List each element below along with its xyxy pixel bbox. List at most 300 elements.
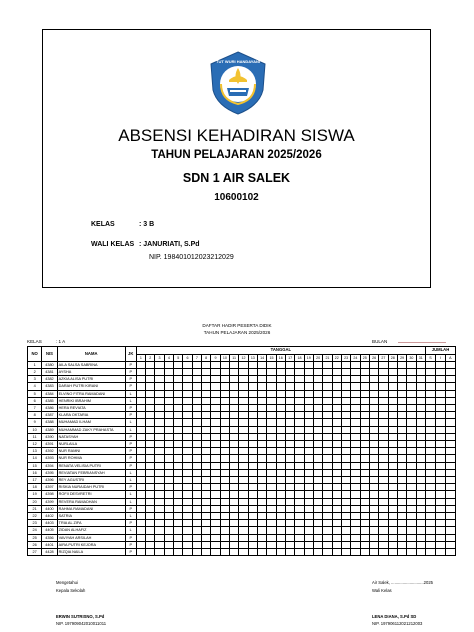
attendance-cell — [174, 419, 183, 426]
attendance-cell — [220, 368, 229, 375]
attendance-cell — [388, 433, 397, 440]
attendance-cell — [267, 376, 276, 383]
attendance-cell — [202, 404, 211, 411]
attendance-cell — [248, 404, 257, 411]
attendance-cell — [285, 390, 294, 397]
attendance-cell — [341, 548, 350, 555]
attendance-cell — [164, 419, 173, 426]
student-no: 2 — [28, 368, 42, 375]
attendance-cell — [202, 505, 211, 512]
attendance-cell — [183, 397, 192, 404]
attendance-cell — [220, 548, 229, 555]
attendance-cell — [295, 361, 304, 368]
attendance-cell — [379, 397, 388, 404]
attendance-cell — [267, 383, 276, 390]
attendance-cell — [341, 448, 350, 455]
attendance-cell — [379, 376, 388, 383]
attendance-cell — [304, 448, 313, 455]
attendance-cell — [155, 484, 164, 491]
attendance-cell — [341, 376, 350, 383]
tut-wuri-handayani-logo — [207, 50, 269, 116]
attendance-cell — [313, 476, 322, 483]
attendance-cell — [379, 383, 388, 390]
attendance-cell — [220, 484, 229, 491]
attendance-cell — [295, 548, 304, 555]
attendance-cell — [407, 368, 416, 375]
sheet-title: DAFTAR HADIR PESERTA DIDIK — [202, 323, 272, 328]
attendance-cell — [220, 476, 229, 483]
attendance-cell — [295, 527, 304, 534]
attendance-cell — [341, 476, 350, 483]
attendance-cell — [407, 419, 416, 426]
total-cell — [426, 368, 436, 375]
attendance-cell — [192, 541, 201, 548]
attendance-cell — [313, 484, 322, 491]
attendance-cell — [416, 440, 425, 447]
attendance-cell — [351, 491, 360, 498]
attendance-cell — [313, 491, 322, 498]
attendance-cell — [388, 534, 397, 541]
attendance-cell — [220, 541, 229, 548]
attendance-cell — [397, 361, 406, 368]
attendance-cell — [285, 361, 294, 368]
total-cell — [426, 491, 436, 498]
attendance-cell — [211, 520, 220, 527]
attendance-cell — [407, 527, 416, 534]
attendance-cell — [360, 455, 369, 462]
attendance-cell — [202, 527, 211, 534]
attendance-cell — [332, 383, 341, 390]
student-name: AIRA PUTRI KEJORA — [57, 541, 125, 548]
attendance-cell — [202, 383, 211, 390]
attendance-cell — [267, 440, 276, 447]
attendance-cell — [360, 412, 369, 419]
attendance-cell — [369, 404, 378, 411]
total-cell — [435, 498, 445, 505]
attendance-cell — [397, 412, 406, 419]
attendance-cell — [192, 368, 201, 375]
attendance-cell — [211, 448, 220, 455]
attendance-cell — [267, 484, 276, 491]
attendance-cell — [183, 520, 192, 527]
day-header: 2 — [146, 354, 155, 361]
attendance-cell — [351, 505, 360, 512]
attendance-cell — [304, 412, 313, 419]
day-header: 12 — [239, 354, 248, 361]
attendance-cell — [239, 397, 248, 404]
attendance-cell — [155, 541, 164, 548]
student-jk: L — [125, 426, 136, 433]
attendance-cell — [267, 433, 276, 440]
attendance-cell — [239, 484, 248, 491]
student-jk: P — [125, 455, 136, 462]
total-cell — [435, 397, 445, 404]
day-header: 7 — [192, 354, 201, 361]
attendance-cell — [323, 541, 332, 548]
attendance-cell — [257, 440, 266, 447]
attendance-cell — [183, 376, 192, 383]
student-name: SATRIA — [57, 512, 125, 519]
student-nis: 4395 — [42, 469, 57, 476]
attendance-cell — [285, 484, 294, 491]
table-row — [28, 361, 456, 368]
attendance-cell — [323, 520, 332, 527]
attendance-cell — [416, 433, 425, 440]
attendance-cell — [304, 440, 313, 447]
attendance-cell — [164, 440, 173, 447]
attendance-cell — [295, 440, 304, 447]
attendance-cell — [407, 534, 416, 541]
attendance-cell — [407, 491, 416, 498]
attendance-cell — [267, 397, 276, 404]
student-nis: 4428 — [42, 548, 57, 555]
attendance-cell — [313, 376, 322, 383]
cover-kelas-value: : 3 B — [139, 221, 155, 228]
attendance-cell — [407, 520, 416, 527]
attendance-cell — [332, 376, 341, 383]
attendance-cell — [341, 455, 350, 462]
student-jk: L — [125, 498, 136, 505]
attendance-cell — [369, 455, 378, 462]
attendance-cell — [304, 520, 313, 527]
attendance-cell — [351, 534, 360, 541]
attendance-cell — [379, 448, 388, 455]
student-jk: L — [125, 397, 136, 404]
attendance-cell — [267, 476, 276, 483]
total-cell — [426, 419, 436, 426]
attendance-cell — [202, 469, 211, 476]
student-jk: P — [125, 440, 136, 447]
attendance-cell — [174, 397, 183, 404]
attendance-cell — [248, 462, 257, 469]
attendance-cell — [230, 476, 239, 483]
attendance-cell — [323, 426, 332, 433]
attendance-cell — [313, 534, 322, 541]
attendance-cell — [211, 462, 220, 469]
total-cell — [426, 476, 436, 483]
attendance-cell — [183, 498, 192, 505]
attendance-cell — [136, 498, 145, 505]
attendance-cell — [211, 361, 220, 368]
day-header: 20 — [313, 354, 322, 361]
attendance-cell — [230, 548, 239, 555]
attendance-cell — [202, 534, 211, 541]
attendance-cell — [332, 548, 341, 555]
total-cell — [426, 448, 436, 455]
attendance-cell — [239, 491, 248, 498]
attendance-cell — [211, 368, 220, 375]
attendance-cell — [211, 527, 220, 534]
attendance-cell — [388, 361, 397, 368]
attendance-cell — [155, 397, 164, 404]
attendance-cell — [397, 462, 406, 469]
attendance-cell — [276, 512, 285, 519]
attendance-table — [27, 346, 456, 556]
attendance-cell — [323, 440, 332, 447]
attendance-cell — [164, 484, 173, 491]
attendance-cell — [267, 469, 276, 476]
student-no: 16 — [28, 469, 42, 476]
attendance-cell — [397, 469, 406, 476]
attendance-cell — [276, 404, 285, 411]
attendance-cell — [230, 440, 239, 447]
attendance-cell — [164, 541, 173, 548]
attendance-cell — [220, 455, 229, 462]
attendance-cell — [192, 440, 201, 447]
total-cell — [435, 469, 445, 476]
attendance-cell — [136, 462, 145, 469]
attendance-cell — [332, 534, 341, 541]
total-cell — [426, 376, 436, 383]
attendance-cell — [341, 419, 350, 426]
day-header: 8 — [202, 354, 211, 361]
attendance-cell — [267, 412, 276, 419]
attendance-cell — [313, 440, 322, 447]
attendance-cell — [220, 491, 229, 498]
attendance-cell — [360, 376, 369, 383]
attendance-cell — [313, 469, 322, 476]
attendance-cell — [341, 383, 350, 390]
attendance-cell — [146, 412, 155, 419]
student-jk: P — [125, 433, 136, 440]
attendance-cell — [341, 520, 350, 527]
attendance-cell — [416, 498, 425, 505]
attendance-cell — [239, 433, 248, 440]
total-cell — [435, 455, 445, 462]
attendance-cell — [332, 426, 341, 433]
day-header: 17 — [285, 354, 294, 361]
student-name: AZKIA ALISA PUTRI — [57, 376, 125, 383]
attendance-cell — [136, 469, 145, 476]
student-no: 11 — [28, 433, 42, 440]
table-row — [28, 498, 456, 505]
attendance-cell — [369, 361, 378, 368]
attendance-cell — [257, 426, 266, 433]
attendance-cell — [239, 476, 248, 483]
attendance-cell — [388, 469, 397, 476]
attendance-cell — [183, 534, 192, 541]
attendance-cell — [192, 484, 201, 491]
attendance-cell — [136, 527, 145, 534]
attendance-cell — [192, 412, 201, 419]
attendance-cell — [388, 397, 397, 404]
student-no: 7 — [28, 404, 42, 411]
student-nis: 4382 — [42, 376, 57, 383]
attendance-cell — [136, 368, 145, 375]
student-nis: 4397 — [42, 484, 57, 491]
attendance-cell — [192, 476, 201, 483]
attendance-cell — [379, 404, 388, 411]
attendance-cell — [174, 512, 183, 519]
student-no: 13 — [28, 448, 42, 455]
attendance-cell — [341, 426, 350, 433]
day-header: 19 — [304, 354, 313, 361]
total-cell — [435, 527, 445, 534]
student-jk: P — [125, 412, 136, 419]
attendance-cell — [146, 512, 155, 519]
attendance-cell — [257, 548, 266, 555]
attendance-cell — [388, 376, 397, 383]
student-jk: P — [125, 361, 136, 368]
col-header-tanggal: TANGGAL — [136, 347, 425, 355]
attendance-cell — [276, 426, 285, 433]
attendance-cell — [220, 361, 229, 368]
attendance-cell — [416, 397, 425, 404]
attendance-cell — [397, 512, 406, 519]
attendance-cell — [323, 455, 332, 462]
total-cell — [435, 433, 445, 440]
attendance-cell — [416, 469, 425, 476]
attendance-cell — [332, 462, 341, 469]
attendance-cell — [369, 448, 378, 455]
attendance-cell — [202, 390, 211, 397]
attendance-cell — [164, 383, 173, 390]
attendance-cell — [295, 390, 304, 397]
attendance-cell — [164, 512, 173, 519]
attendance-cell — [239, 462, 248, 469]
table-row — [28, 534, 456, 541]
table-row — [28, 505, 456, 512]
attendance-cell — [276, 484, 285, 491]
attendance-cell — [183, 404, 192, 411]
table-row — [28, 368, 456, 375]
total-cell — [426, 390, 436, 397]
attendance-cell — [313, 520, 322, 527]
attendance-cell — [220, 498, 229, 505]
attendance-cell — [192, 426, 201, 433]
attendance-cell — [257, 527, 266, 534]
attendance-cell — [230, 412, 239, 419]
day-header: 29 — [397, 354, 406, 361]
total-cell — [435, 412, 445, 419]
attendance-cell — [304, 404, 313, 411]
attendance-cell — [164, 520, 173, 527]
attendance-cell — [155, 498, 164, 505]
attendance-cell — [360, 491, 369, 498]
attendance-cell — [230, 527, 239, 534]
attendance-cell — [351, 361, 360, 368]
attendance-cell — [192, 397, 201, 404]
attendance-cell — [397, 433, 406, 440]
attendance-cell — [313, 498, 322, 505]
attendance-cell — [407, 383, 416, 390]
day-header: 3 — [155, 354, 164, 361]
sig-left-line2: Kepala Sekolah — [56, 588, 86, 593]
attendance-cell — [183, 548, 192, 555]
attendance-cell — [220, 419, 229, 426]
attendance-cell — [351, 426, 360, 433]
day-header: 24 — [351, 354, 360, 361]
attendance-cell — [295, 476, 304, 483]
attendance-cell — [332, 527, 341, 534]
attendance-cell — [164, 368, 173, 375]
attendance-cell — [239, 455, 248, 462]
sig-right-line2: Wali Kelas — [372, 588, 392, 593]
attendance-cell — [257, 520, 266, 527]
student-jk: P — [125, 462, 136, 469]
student-jk: L — [125, 512, 136, 519]
attendance-cell — [183, 512, 192, 519]
attendance-cell — [164, 491, 173, 498]
cover-title: ABSENSI KEHADIRAN SISWA — [118, 126, 355, 145]
total-cell — [445, 433, 455, 440]
attendance-cell — [379, 534, 388, 541]
attendance-cell — [146, 469, 155, 476]
attendance-cell — [407, 426, 416, 433]
student-no: 18 — [28, 484, 42, 491]
attendance-cell — [257, 412, 266, 419]
attendance-cell — [248, 498, 257, 505]
attendance-cell — [313, 512, 322, 519]
attendance-cell — [304, 426, 313, 433]
attendance-cell — [388, 498, 397, 505]
attendance-cell — [192, 383, 201, 390]
total-cell — [426, 520, 436, 527]
attendance-cell — [267, 361, 276, 368]
attendance-cell — [155, 440, 164, 447]
attendance-cell — [239, 419, 248, 426]
attendance-cell — [285, 534, 294, 541]
student-jk: L — [125, 419, 136, 426]
attendance-cell — [360, 505, 369, 512]
attendance-cell — [239, 376, 248, 383]
total-cell — [426, 433, 436, 440]
attendance-cell — [416, 455, 425, 462]
attendance-cell — [360, 520, 369, 527]
attendance-cell — [211, 469, 220, 476]
table-row — [28, 440, 456, 447]
attendance-cell — [211, 476, 220, 483]
attendance-cell — [164, 469, 173, 476]
attendance-cell — [379, 484, 388, 491]
total-cell — [426, 361, 436, 368]
attendance-cell — [220, 440, 229, 447]
attendance-cell — [276, 491, 285, 498]
attendance-cell — [202, 455, 211, 462]
attendance-cell — [304, 498, 313, 505]
attendance-cell — [360, 419, 369, 426]
student-nis: 4392 — [42, 448, 57, 455]
attendance-cell — [192, 448, 201, 455]
attendance-cell — [379, 455, 388, 462]
total-cell — [426, 462, 436, 469]
day-header: 22 — [332, 354, 341, 361]
attendance-cell — [174, 455, 183, 462]
attendance-cell — [202, 376, 211, 383]
attendance-cell — [332, 440, 341, 447]
attendance-cell — [267, 462, 276, 469]
attendance-cell — [183, 505, 192, 512]
attendance-cell — [360, 527, 369, 534]
attendance-cell — [164, 376, 173, 383]
attendance-cell — [155, 361, 164, 368]
student-no: 12 — [28, 440, 42, 447]
attendance-cell — [351, 498, 360, 505]
attendance-cell — [351, 484, 360, 491]
table-row — [28, 455, 456, 462]
total-cell — [435, 368, 445, 375]
student-jk: L — [125, 527, 136, 534]
attendance-cell — [239, 426, 248, 433]
attendance-cell — [416, 534, 425, 541]
attendance-cell — [416, 541, 425, 548]
attendance-cell — [332, 368, 341, 375]
attendance-cell — [146, 541, 155, 548]
attendance-cell — [351, 390, 360, 397]
attendance-cell — [295, 484, 304, 491]
student-name: ELVINO FITRA RAMADANI — [57, 390, 125, 397]
attendance-cell — [248, 390, 257, 397]
